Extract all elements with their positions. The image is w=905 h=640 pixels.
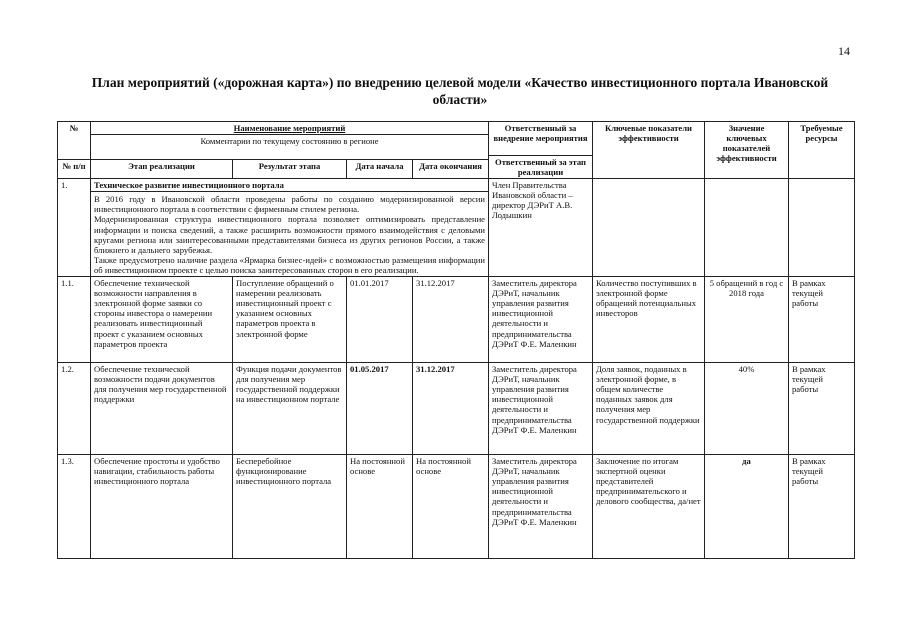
header-end-date: Дата окончания bbox=[413, 160, 489, 179]
row-end: 31.12.2017 bbox=[413, 277, 489, 363]
section-empty bbox=[789, 179, 855, 277]
section-empty bbox=[593, 179, 705, 277]
header-responsible-stage: Ответственный за этап реализации bbox=[495, 157, 586, 178]
row-end: На постоянной основе bbox=[413, 455, 489, 559]
row-end: 31.12.2017 bbox=[413, 363, 489, 455]
row-responsible: Заместитель директора ДЭРиТ, начальник управления развития инвестиционной деятельности и предпринимательства ДЭРиТ Ф.Е. Маленкин bbox=[489, 277, 593, 363]
comment-paragraph: В 2016 году в Ивановской области проведены работы по созданию модернизированной версии инвестиционного портала в соответствии с фирменным стилем региона. bbox=[94, 194, 485, 215]
header-indicator-values: Значение ключевых показателей эффективности bbox=[705, 122, 789, 179]
row-value: 40% bbox=[705, 363, 789, 455]
header-num: № bbox=[58, 122, 91, 160]
comment-paragraph: Модернизированная структура инвестиционного портала позволяет оптимизировать представление информации и поиска сведений, а также расширить возможности прямого взаимодействия с деловыми кругами региона или заинтересованными представителями бизнеса из других регионов России, а также ближнего и дальнего зарубежья. bbox=[94, 214, 485, 255]
row-value: да bbox=[705, 455, 789, 559]
row-start: 01.05.2017 bbox=[347, 363, 413, 455]
header-event-name: Наименование мероприятий bbox=[91, 122, 488, 135]
row-result: Бесперебойное функционирование инвестиционного портала bbox=[233, 455, 347, 559]
header-num-pp: № п/п bbox=[58, 160, 91, 179]
header-row-top bbox=[58, 122, 855, 160]
row-stage: Обеспечение технической возможности подачи документов для получения мер государственной поддержки bbox=[91, 363, 233, 455]
table-row bbox=[58, 455, 855, 559]
row-stage: Обеспечение технической возможности направления в электронной форме заявки со стороны инвестора о намерении реализовать инвестиционный проект с указанием основных параметров проекта bbox=[91, 277, 233, 363]
page-title: План мероприятий («дорожная карта») по внедрению целевой модели «Качество инвестиционного портала Ивановской области» bbox=[91, 75, 829, 107]
section-responsible: Член Правительства Ивановской области – директор ДЭРиТ А.В. Лодышкин bbox=[489, 179, 593, 277]
header-event-cell bbox=[91, 122, 489, 160]
header-result: Результат этапа bbox=[233, 160, 347, 179]
row-responsible: Заместитель директора ДЭРиТ, начальник управления развития инвестиционной деятельности и предпринимательства ДЭРиТ Ф.Е. Маленкин bbox=[489, 455, 593, 559]
row-resources: В рамках текущей работы bbox=[789, 363, 855, 455]
header-key-indicators: Ключевые показатели эффективности bbox=[593, 122, 705, 179]
row-indicator: Заключение по итогам экспертной оценки представителей предпринимательского и делового сообщества, да/нет bbox=[593, 455, 705, 559]
section-title: Техническое развитие инвестиционного портала bbox=[91, 179, 488, 192]
section-num: 1. bbox=[58, 179, 91, 277]
header-comments: Комментарии по текущему состоянию в регионе bbox=[200, 136, 379, 147]
table-row bbox=[58, 277, 855, 363]
row-resources: В рамках текущей работы bbox=[789, 277, 855, 363]
row-indicator: Количество поступивших в электронной форме обращений потенциальных инвесторов bbox=[593, 277, 705, 363]
header-stage: Этап реализации bbox=[91, 160, 233, 179]
header-resources: Требуемые ресурсы bbox=[789, 122, 855, 179]
section-empty bbox=[705, 179, 789, 277]
header-responsible: Ответственный за внедрение мероприятия bbox=[489, 122, 592, 156]
row-result: Поступление обращений о намерении реализовать инвестиционный проект с указанием основных параметров проекта в электронной форме bbox=[233, 277, 347, 363]
row-start: 01.01.2017 bbox=[347, 277, 413, 363]
comment-paragraph: Также предусмотрено наличие раздела «Ярмарка бизнес-идей» с возможностью размещения информации об инвестиционном проекте с целью поиска заинтересованных сторон в его реализации. bbox=[94, 254, 485, 275]
section-comment bbox=[91, 192, 488, 276]
row-indicator: Доля заявок, поданных в электронной форме, в общем количестве поданных заявок для получения мер государственной поддержки bbox=[593, 363, 705, 455]
page-number: 14 bbox=[838, 44, 850, 58]
row-num: 1.3. bbox=[58, 455, 91, 559]
row-responsible: Заместитель директора ДЭРиТ, начальник управления развития инвестиционной деятельности и предпринимательства ДЭРиТ Ф.Е. Маленкин bbox=[489, 363, 593, 455]
row-num: 1.1. bbox=[58, 277, 91, 363]
section-row bbox=[58, 179, 855, 277]
header-start-date: Дата начала bbox=[347, 160, 413, 179]
row-num: 1.2. bbox=[58, 363, 91, 455]
row-result: Функция подачи документов для получения мер государственной поддержки на инвестиционном портале bbox=[233, 363, 347, 455]
header-responsible-cell bbox=[489, 122, 593, 179]
section-cell bbox=[91, 179, 489, 277]
roadmap-table bbox=[57, 121, 855, 559]
row-value: 5 обращений в год с 2018 года bbox=[705, 277, 789, 363]
table-row bbox=[58, 363, 855, 455]
row-resources: В рамках текущей работы bbox=[789, 455, 855, 559]
row-start: На постоянной основе bbox=[347, 455, 413, 559]
row-stage: Обеспечение простоты и удобство навигации, стабильность работы инвестиционного портала bbox=[91, 455, 233, 559]
